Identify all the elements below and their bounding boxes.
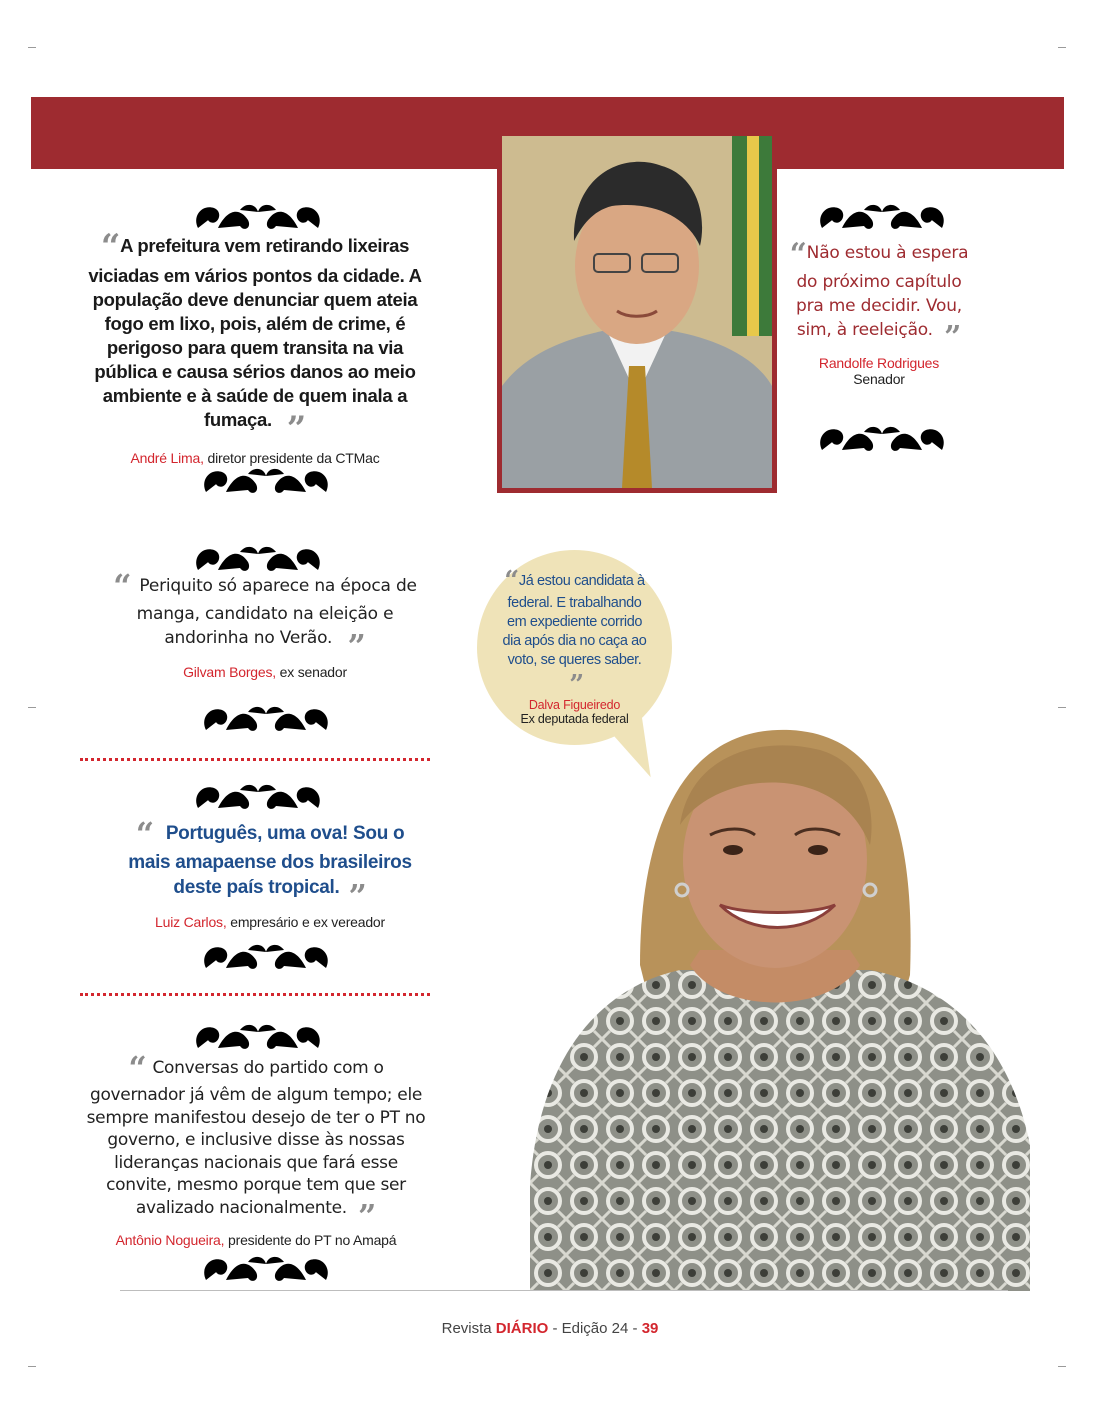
ornament-divider [812, 420, 952, 458]
ornament-divider [196, 1250, 336, 1288]
open-quote-icon: “ [128, 1049, 147, 1087]
close-quote-icon: ” [944, 320, 962, 355]
close-quote-icon: ” [347, 627, 366, 665]
ornament-divider [196, 462, 336, 500]
quote-gilvam-role: ex senador [275, 664, 347, 680]
quote-gilvam-attribution [110, 664, 420, 680]
quote-andre [80, 227, 430, 466]
quote-luiz-text: Português, uma ova! Sou o mais amapaense dos brasileiros deste país tropical. [128, 823, 412, 898]
dotted-divider [80, 758, 430, 761]
open-quote-icon: “ [113, 567, 132, 605]
quote-luiz-name: Luiz Carlos, [155, 914, 227, 930]
crop-mark [28, 707, 36, 708]
crop-mark [28, 1366, 36, 1367]
quote-dalva-role: Ex deputada federal [520, 712, 629, 726]
photo-dalva [530, 715, 1030, 1291]
open-quote-icon: “ [135, 815, 154, 853]
quote-dalva [497, 568, 652, 726]
footer-brand: DIÁRIO [495, 1320, 549, 1337]
crop-mark [28, 47, 36, 48]
ornament-divider [196, 938, 336, 976]
quote-andre-name: André Lima, [130, 450, 204, 466]
quote-gilvam-name: Gilvam Borges, [183, 664, 276, 680]
close-quote-icon: ” [348, 877, 367, 915]
close-quote-icon: ” [569, 670, 584, 700]
quote-randolfe-text: Não estou à espera do próximo capítulo pra me decidir. Vou, sim, à reeleição. [796, 243, 969, 340]
quote-antonio [82, 1049, 430, 1248]
crop-mark [1058, 47, 1066, 48]
ornament-divider [812, 198, 952, 236]
quote-andre-role: diretor presidente da CTMac [203, 450, 380, 466]
quote-dalva-attribution [497, 698, 652, 726]
quote-randolfe-attribution [788, 355, 970, 387]
photo-randolfe [497, 131, 777, 493]
quote-andre-text: A prefeitura vem retirando lixeiras viciadas em vários pontos da cidade. A população deve denunciar quem ateia fogo em lixo, pois, além de crime, é perigoso para quem transita na via pública e causa sérios danos ao meio ambiente e à saúde de quem inala a fumaça. [88, 235, 422, 430]
quote-luiz-role: empresário e ex vereador [226, 914, 385, 930]
close-quote-icon: ” [286, 409, 306, 449]
ornament-divider [188, 1018, 328, 1056]
quote-antonio-name: Antônio Nogueira, [115, 1231, 225, 1248]
footer-edition: - Edição 24 - [548, 1320, 642, 1337]
quote-randolfe-role: Senador [853, 371, 905, 387]
quote-dalva-text: Já estou candidata à federal. E trabalhando em expediente corrido dia após dia no caça ao voto, se queres saber. [502, 573, 647, 668]
page-number: 39 [641, 1320, 659, 1337]
open-quote-icon: “ [100, 227, 121, 267]
quote-dalva-name: Dalva Figueiredo [528, 698, 621, 712]
quote-antonio-text: Conversas do partido com o governador já vêm de algum tempo; ele sempre manifestou desejo de ter o PT no governo, e inclusive disse às nossas lideranças nacionais que fará esse convite, mesmo porque tem que ser avalizado nacionalmente. [86, 1058, 426, 1218]
open-quote-icon: “ [504, 566, 519, 596]
quote-randolfe-name: Randolfe Rodrigues [818, 355, 940, 371]
quote-gilvam-text: Periquito só aparece na época de manga, candidato na eleição e andorinha no Verão. [136, 576, 417, 648]
ornament-divider [188, 778, 328, 816]
quote-antonio-attribution [82, 1232, 430, 1248]
photo-randolfe-image [502, 136, 772, 488]
quote-luiz [115, 815, 425, 930]
footer [380, 1320, 720, 1337]
dotted-divider [80, 993, 430, 996]
open-quote-icon: “ [789, 237, 807, 272]
quote-gilvam [110, 567, 420, 680]
quote-luiz-attribution [115, 914, 425, 930]
quote-randolfe [788, 237, 970, 387]
close-quote-icon: ” [357, 1196, 377, 1235]
footer-rule [120, 1290, 1008, 1291]
crop-mark [1058, 707, 1066, 708]
ornament-divider [196, 700, 336, 738]
quote-antonio-role: presidente do PT no Amapá [224, 1231, 397, 1248]
footer-magazine: Revista [441, 1320, 496, 1337]
crop-mark [1058, 1366, 1066, 1367]
